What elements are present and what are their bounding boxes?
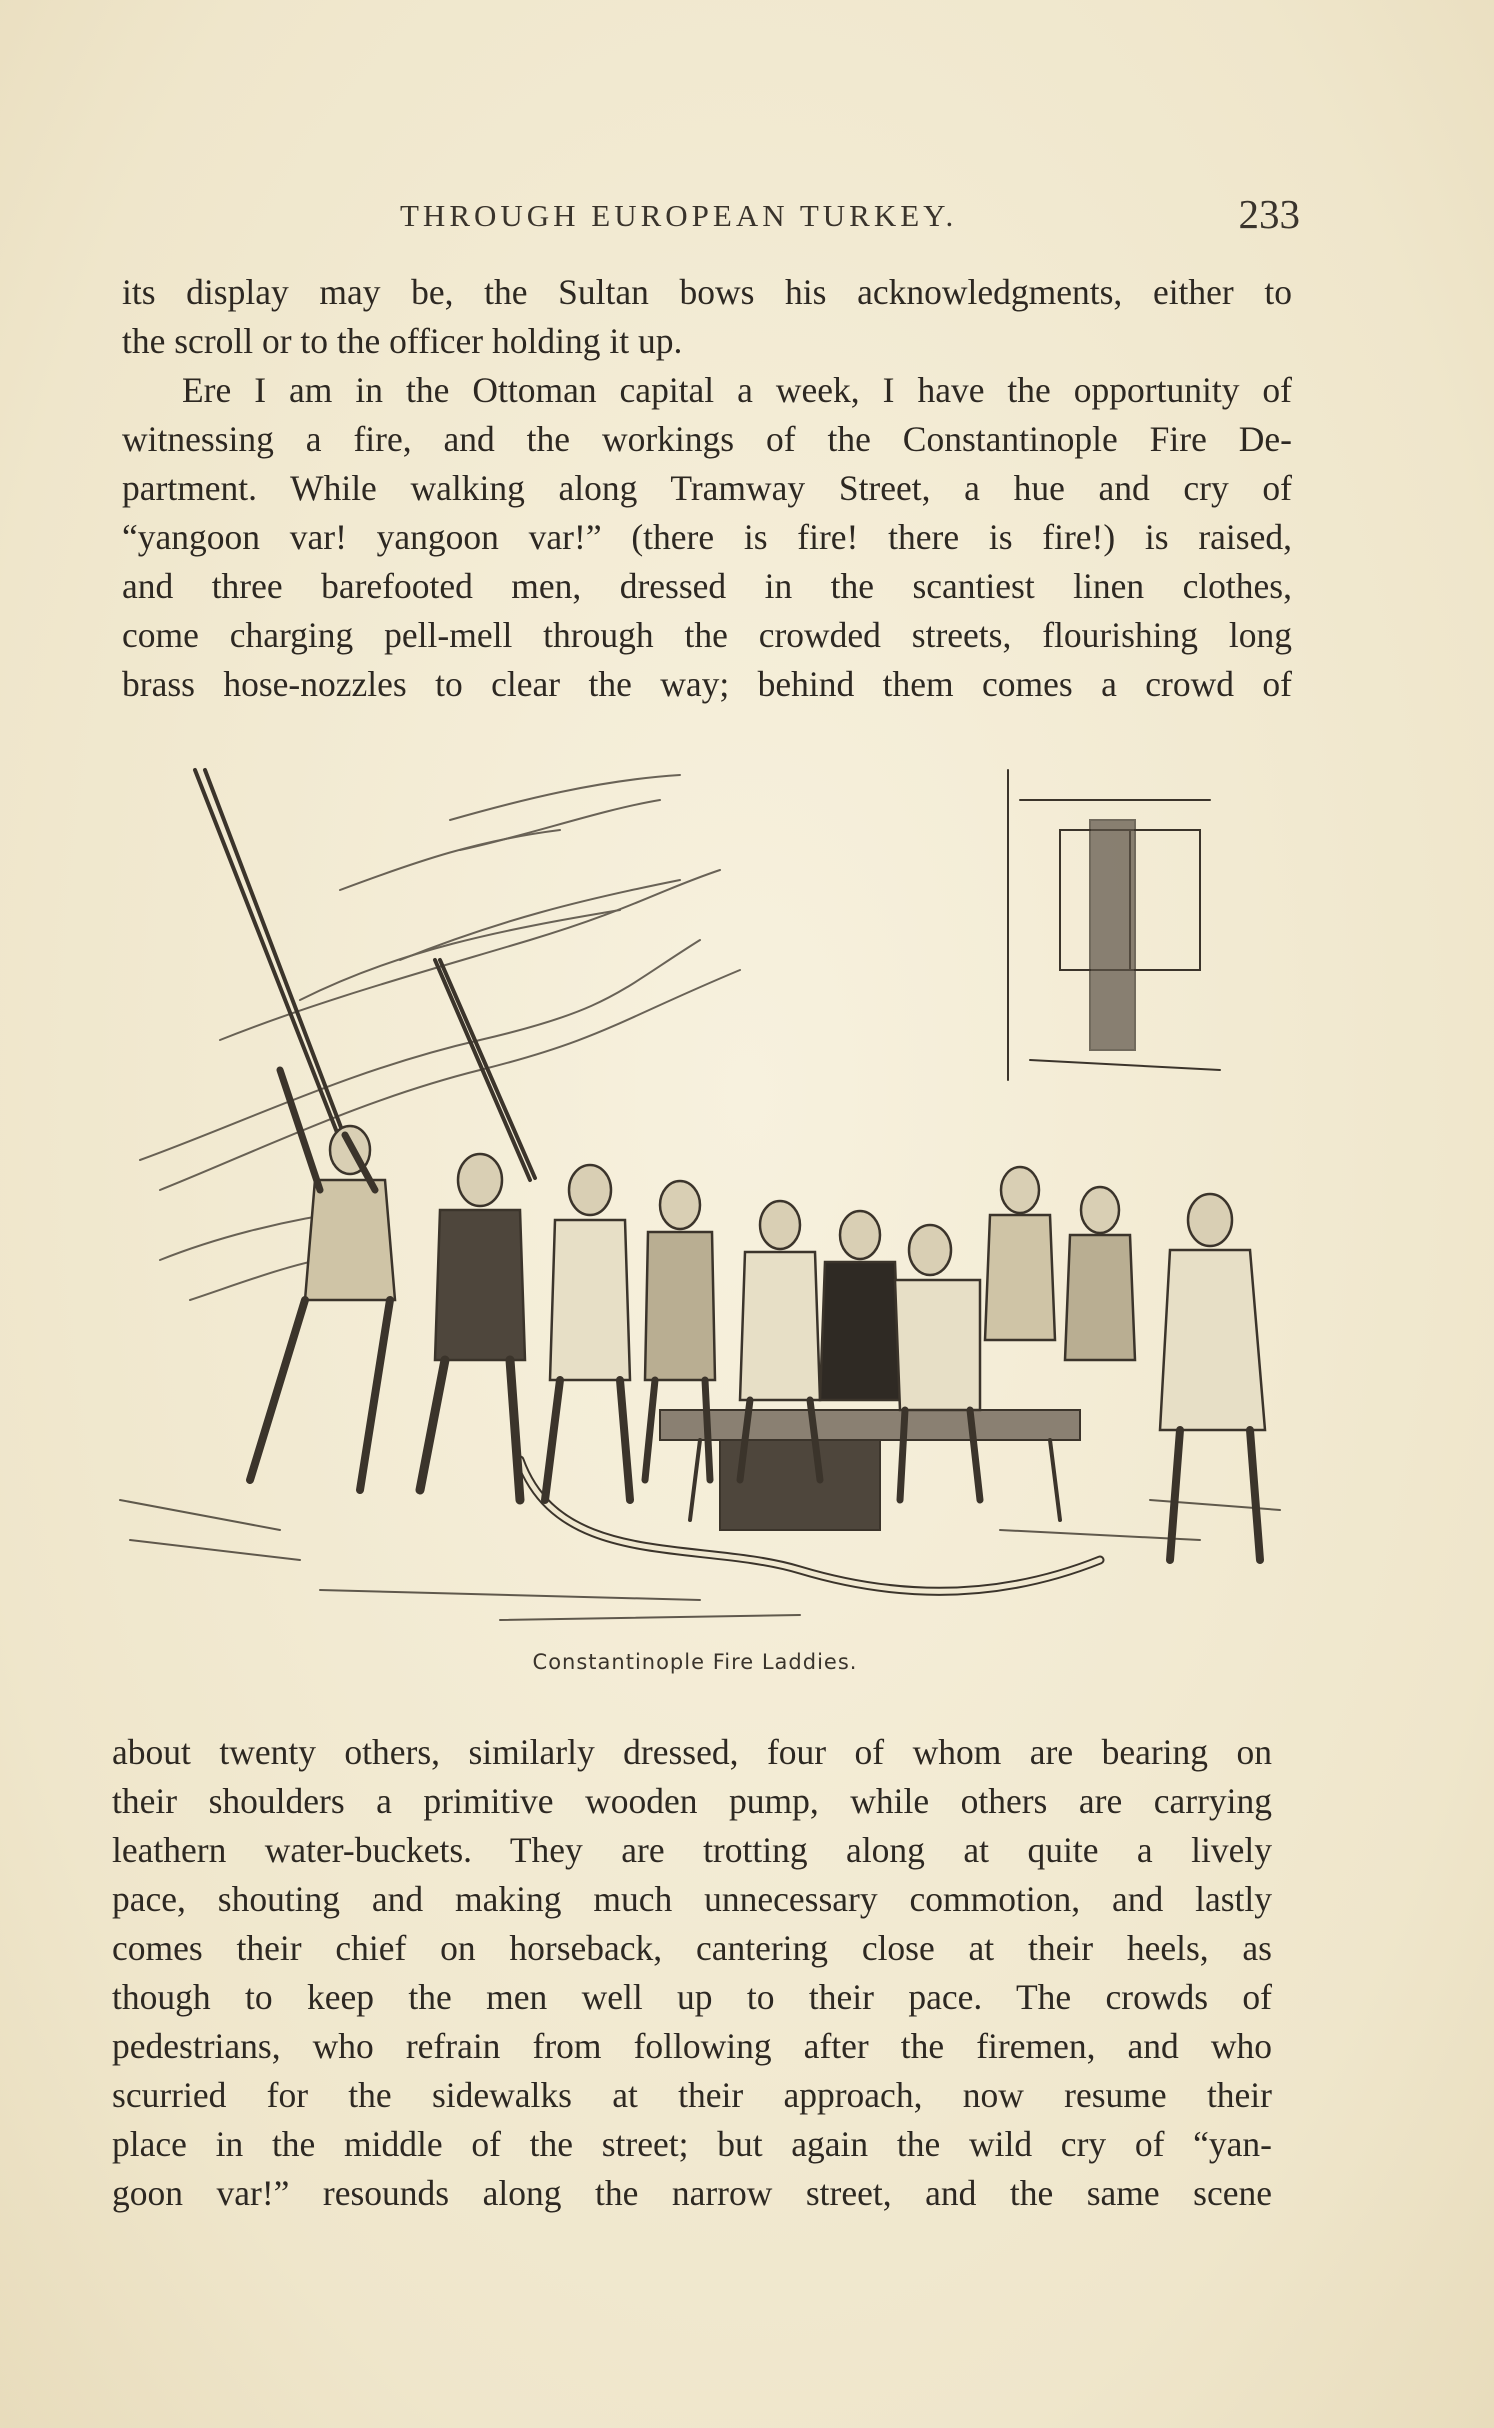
text-line: come charging pell-mell through the crowded streets, flourishing long [122, 615, 1292, 655]
body-text-top [122, 268, 1292, 709]
text-line: the scroll or to the officer holding it up. [122, 321, 683, 361]
text-line: place in the middle of the street; but again the wild cry of “yan- [112, 2124, 1272, 2164]
text-line: brass hose-nozzles to clear the way; behind them comes a crowd of [122, 664, 1292, 704]
text-line: pace, shouting and making much unnecessary commotion, and lastly [112, 1879, 1272, 1919]
running-head: THROUGH EUROPEAN TURKEY. [400, 198, 958, 233]
text-line: “yangoon var! yangoon var!” (there is fire! there is fire!) is raised, [122, 517, 1292, 557]
text-line: about twenty others, similarly dressed, four of whom are bearing on [112, 1732, 1272, 1772]
text-line: and three barefooted men, dressed in the scantiest linen clothes, [122, 566, 1292, 606]
pump-bench [660, 1410, 1080, 1530]
text-line: witnessing a fire, and the workings of the Constantinople Fire De- [122, 419, 1292, 459]
text-line: partment. While walking along Tramway Street, a hue and cry of [122, 468, 1292, 508]
illustration-caption: Constantinople Fire Laddies. [532, 1650, 858, 1674]
text-line: comes their chief on horseback, cantering close at their heels, as [112, 1928, 1272, 1968]
text-line: Ere I am in the Ottoman capital a week, I have the opportunity of [182, 370, 1292, 410]
body-text-bottom [112, 1728, 1272, 2218]
text-line: though to keep the men well up to their pace. The crowds of [112, 1977, 1272, 2017]
text-line: its display may be, the Sultan bows his acknowledgments, either to [122, 272, 1292, 312]
page-header [120, 190, 1300, 246]
text-line: goon var!” resounds along the narrow street, and the same scene [112, 2173, 1272, 2213]
text-line: pedestrians, who refrain from following after the firemen, and who [112, 2026, 1272, 2066]
text-line: leathern water-buckets. They are trotting along at quite a lively [112, 1830, 1272, 1870]
engraving-illustration [100, 740, 1315, 1640]
text-line: scurried for the sidewalks at their approach, now resume their [112, 2075, 1272, 2115]
text-line: their shoulders a primitive wooden pump, while others are carrying [112, 1781, 1272, 1821]
building-window [1008, 770, 1220, 1080]
page-number: 233 [1238, 191, 1300, 237]
ground-lines [120, 1500, 1280, 1620]
